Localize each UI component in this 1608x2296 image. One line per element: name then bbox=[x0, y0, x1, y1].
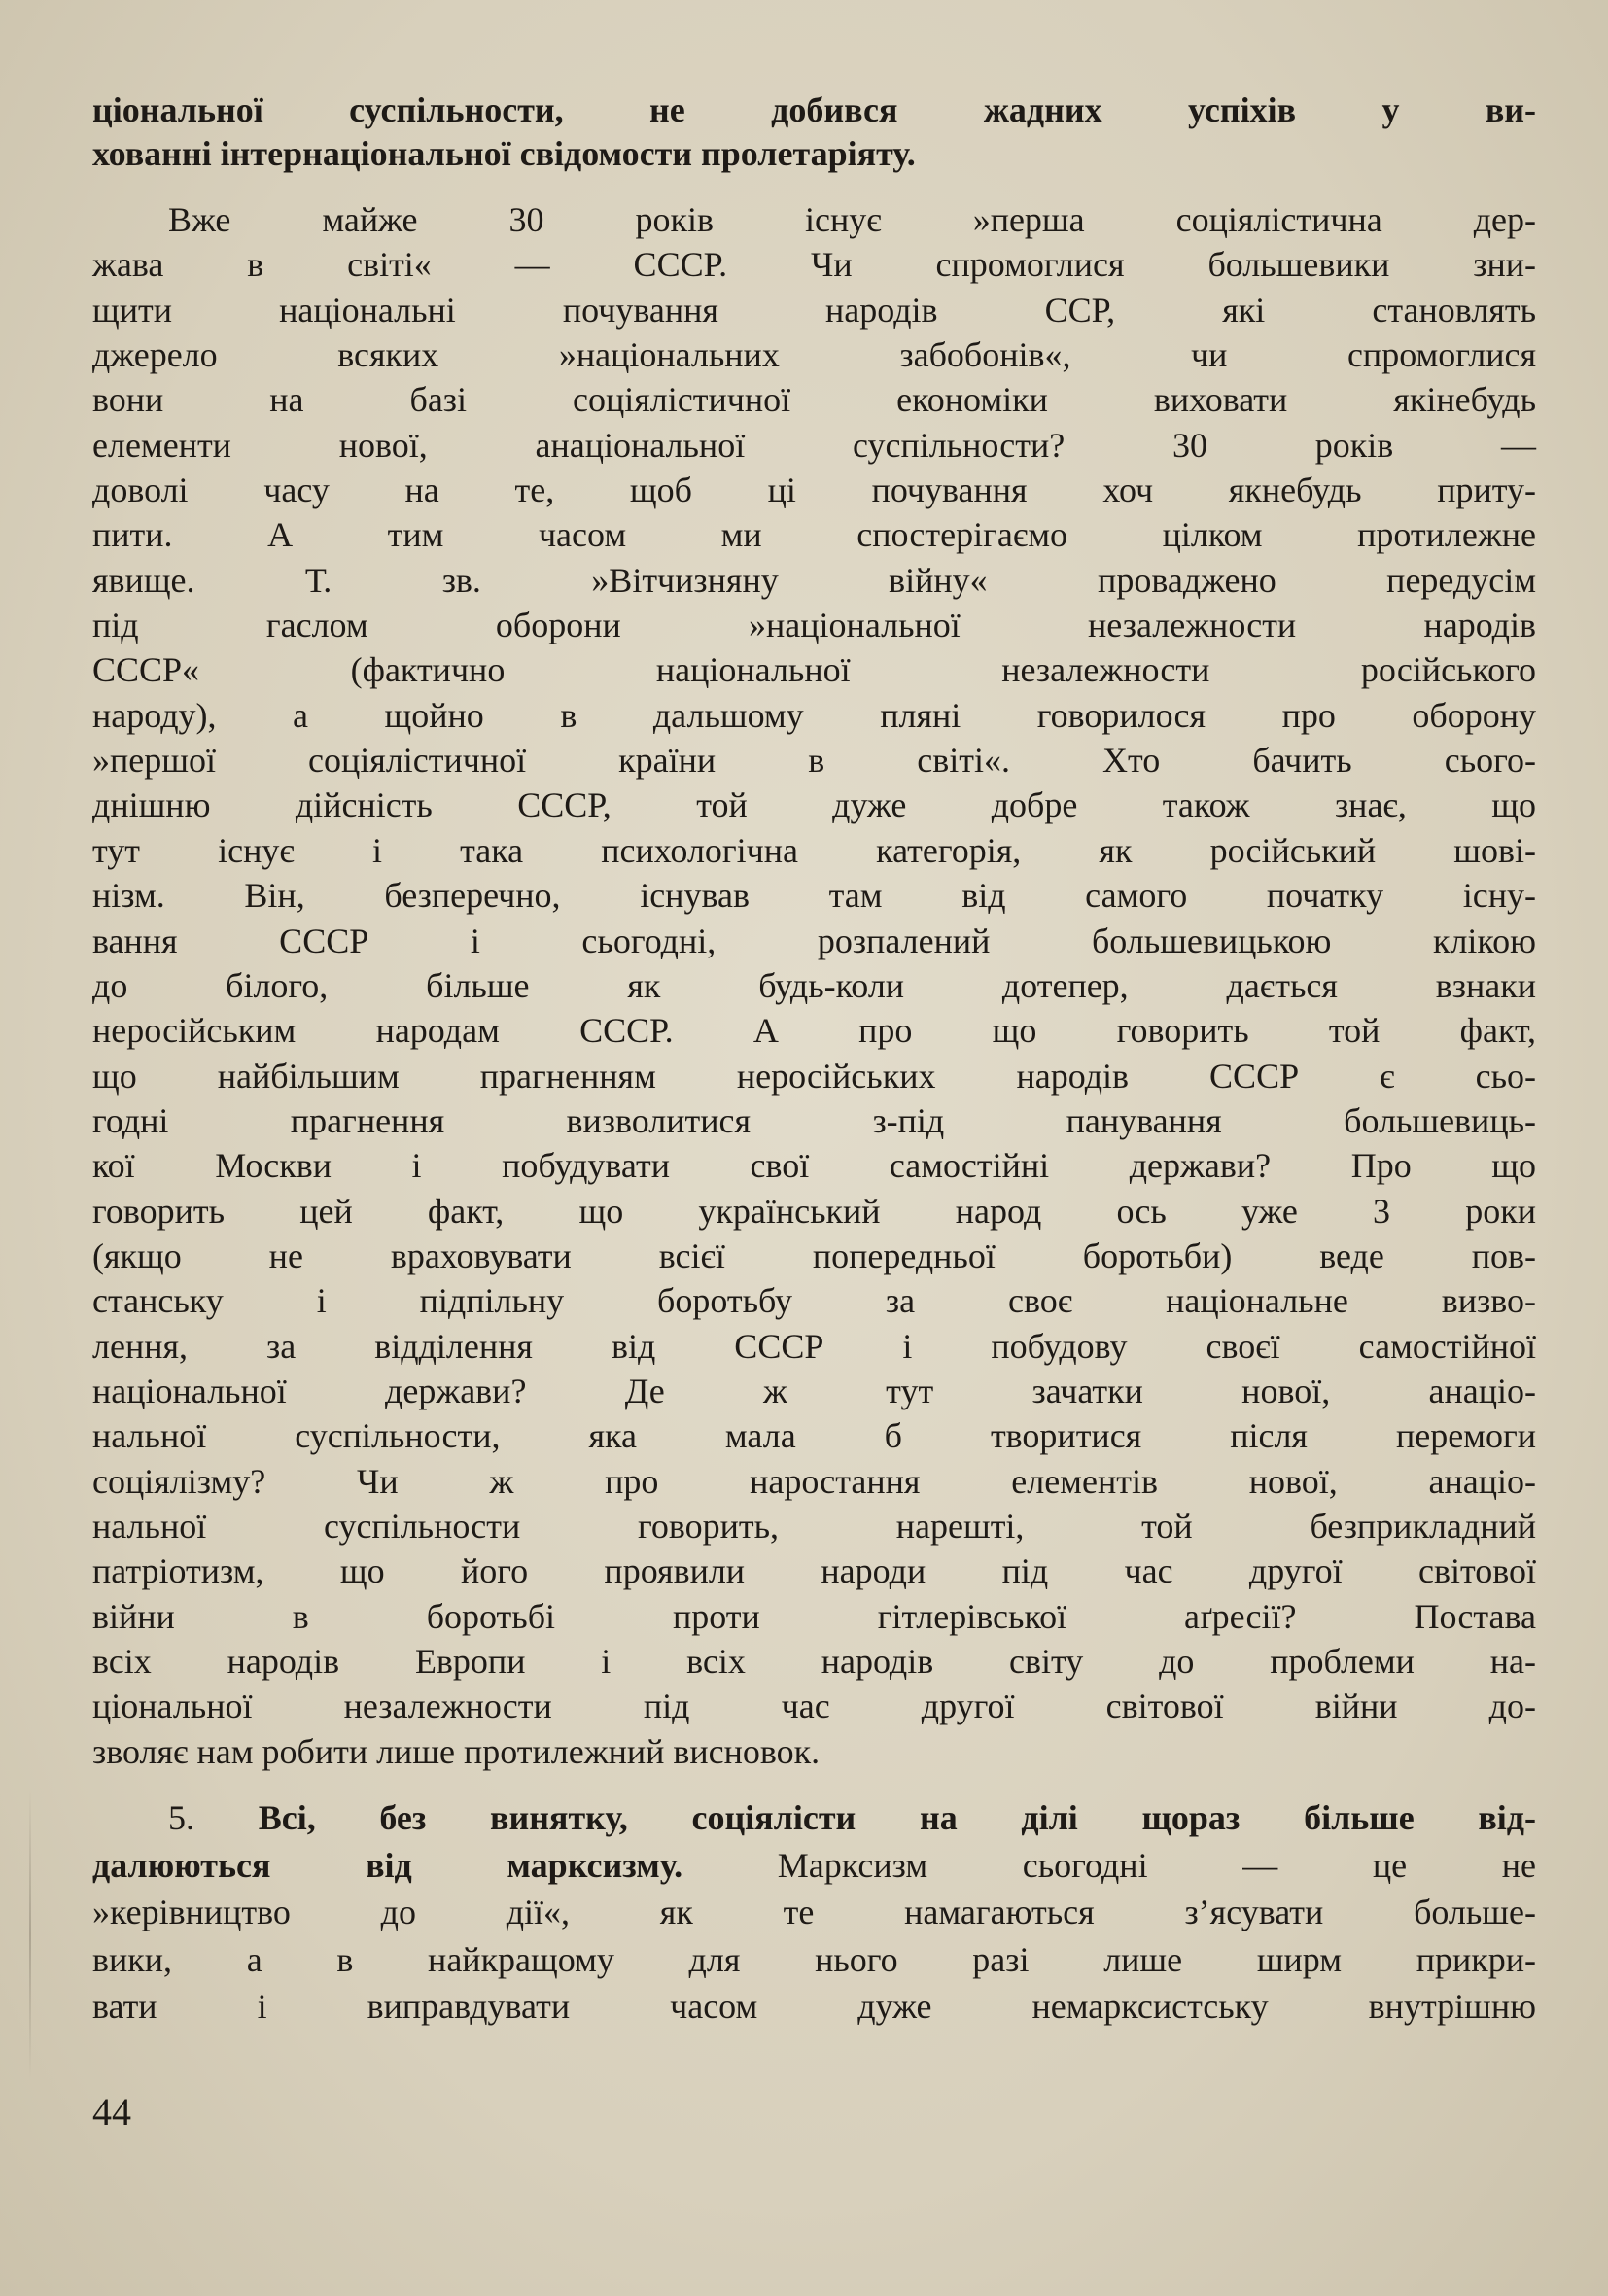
text-line bbox=[92, 512, 1536, 557]
text: СССР« (фактично національної незалежности російського bbox=[92, 650, 1536, 690]
text: »керівництво до дії«, як те намагаються з’ясувати больше- bbox=[92, 1893, 1536, 1931]
page-edge-mark bbox=[29, 1789, 31, 2080]
text: під гаслом оборони »національної незалежности народів bbox=[92, 606, 1536, 645]
text-line bbox=[92, 783, 1536, 827]
text-line bbox=[92, 1278, 1536, 1323]
text: вати і виправдувати часом дуже немарксистську внутрішню bbox=[92, 1987, 1536, 2026]
text-line bbox=[92, 197, 1536, 242]
text: нальної суспільности говорить, нарешті, той безприкладний bbox=[92, 1506, 1536, 1546]
text-line bbox=[92, 1794, 1536, 1842]
bold-text: хованні інтернаціональної свідомости пролетаріяту. bbox=[92, 134, 916, 173]
text-line bbox=[92, 919, 1536, 963]
text: щити національні почування народів ССР, які становлять bbox=[92, 290, 1536, 330]
text: »першої соціялістичної країни в світі«. Хто бачить сього- bbox=[92, 741, 1536, 781]
paragraph-point-5 bbox=[92, 1794, 1536, 2031]
text: тут існує і така психологічна категорія, як російський шові- bbox=[92, 830, 1536, 870]
text: нальної суспільности, яка мала б творитися після перемоги bbox=[92, 1416, 1536, 1456]
text: зволяє нам робити лише протилежний висновок. bbox=[92, 1731, 821, 1771]
text-line bbox=[92, 1459, 1536, 1504]
text-line bbox=[92, 332, 1536, 377]
page-number: 44 bbox=[92, 2090, 131, 2134]
text-line bbox=[92, 132, 1536, 176]
text-line bbox=[92, 1936, 1536, 1984]
paragraph-ussr bbox=[92, 197, 1536, 1774]
text-line bbox=[92, 603, 1536, 647]
text-line bbox=[92, 1143, 1536, 1188]
text-line bbox=[92, 377, 1536, 422]
text-line bbox=[92, 1413, 1536, 1458]
text: днішню дійсність СССР, той дуже добре також знає, що bbox=[92, 785, 1536, 825]
text-line bbox=[92, 647, 1536, 692]
text: станську і підпільну боротьбу за своє національне визво- bbox=[92, 1281, 1536, 1321]
text: елементи нової, анаціональної суспільности? 30 років — bbox=[92, 425, 1536, 465]
text-line bbox=[92, 1639, 1536, 1684]
text-line bbox=[92, 1594, 1536, 1639]
text: доволі часу на те, щоб ці почування хоч якнебудь приту- bbox=[92, 470, 1536, 510]
text: (якщо не враховувати всієї попередньої боротьби) веде пов- bbox=[92, 1235, 1536, 1275]
text-line bbox=[92, 1324, 1536, 1369]
text-line bbox=[92, 738, 1536, 783]
text: лення, за відділення від СССР і побудову своєї самостійної bbox=[92, 1326, 1536, 1366]
text: війни в боротьбі проти гітлерівської аґресії? Постава bbox=[92, 1596, 1536, 1636]
text-line bbox=[92, 963, 1536, 1008]
text: всіх народів Европи і всіх народів світу до проблеми на- bbox=[92, 1642, 1536, 1681]
text-line bbox=[92, 242, 1536, 287]
text: Вже майже 30 років існує »перша соціялістична дер- bbox=[168, 200, 1536, 239]
text: явище. Т. зв. »Вітчизняну війну« проваджено передусім bbox=[92, 560, 1536, 600]
text-line bbox=[92, 1684, 1536, 1728]
text-line bbox=[92, 1054, 1536, 1098]
text: годні прагнення визволитися з-під панування большевиць- bbox=[92, 1100, 1536, 1140]
text-line bbox=[92, 1189, 1536, 1234]
text: жава в світі« — СССР. Чи спромоглися большевики зни- bbox=[92, 245, 1536, 285]
text: пити. А тим часом ми спостерігаємо цілком протилежне bbox=[92, 515, 1536, 555]
text: Марксизм сьогодні — це не bbox=[682, 1845, 1536, 1885]
text: вики, а в найкращому для нього разі лише ширм прикри- bbox=[92, 1939, 1536, 1979]
text-line bbox=[92, 1504, 1536, 1548]
text-line bbox=[92, 693, 1536, 738]
text: вання СССР і сьогодні, розпалений большевицькою клікою bbox=[92, 921, 1536, 960]
bold-text: Всі, без винятку, соціялісти на ділі щораз більше від- bbox=[258, 1798, 1537, 1837]
text: що найбільшим прагненням неросійських народів СССР є сьо- bbox=[92, 1056, 1536, 1096]
bold-text: ціональної суспільности, не добився жадних успіхів у ви- bbox=[92, 90, 1536, 129]
text-line bbox=[92, 88, 1536, 132]
text-line bbox=[92, 873, 1536, 918]
text-line bbox=[92, 1729, 1536, 1774]
text-line bbox=[92, 558, 1536, 603]
text: соціялізму? Чи ж про наростання елементів нової, анаціо- bbox=[92, 1461, 1536, 1501]
text: патріотизм, що його проявили народи під час другої світової bbox=[92, 1551, 1536, 1591]
text: джерело всяких »національних забобонів«, чи спромоглися bbox=[92, 335, 1536, 375]
text-line bbox=[92, 1842, 1536, 1890]
text: народу), а щойно в дальшому пляні говорилося про оборону bbox=[92, 695, 1536, 735]
text: до білого, більше як будь-коли дотепер, дається взнаки bbox=[92, 965, 1536, 1005]
text: ціональної незалежности під час другої світової війни до- bbox=[92, 1687, 1536, 1726]
text: нізм. Він, безперечно, існував там від самого початку існу- bbox=[92, 876, 1536, 916]
bold-text: далюються від марксизму. bbox=[92, 1845, 683, 1885]
text-line bbox=[92, 423, 1536, 468]
text-line bbox=[92, 828, 1536, 873]
text-line bbox=[92, 1234, 1536, 1278]
paragraph-continuation bbox=[92, 88, 1536, 176]
text-line bbox=[92, 1889, 1536, 1936]
text: національної держави? Де ж тут зачатки нової, анаціо- bbox=[92, 1371, 1536, 1410]
text-line bbox=[92, 1369, 1536, 1413]
text-line bbox=[92, 1098, 1536, 1143]
text-line bbox=[92, 1548, 1536, 1593]
text-line bbox=[92, 1983, 1536, 2031]
text: 5. bbox=[168, 1798, 259, 1837]
text: говорить цей факт, що український народ ось уже 3 роки bbox=[92, 1191, 1536, 1231]
text: кої Москви і побудувати свої самостійні держави? Про що bbox=[92, 1146, 1536, 1186]
text: неросійським народам СССР. А про що говорить той факт, bbox=[92, 1011, 1536, 1051]
text-line bbox=[92, 288, 1536, 332]
text-line bbox=[92, 1008, 1536, 1053]
text: вони на базі соціялістичної економіки виховати якінебудь bbox=[92, 380, 1536, 420]
text-line bbox=[92, 468, 1536, 512]
